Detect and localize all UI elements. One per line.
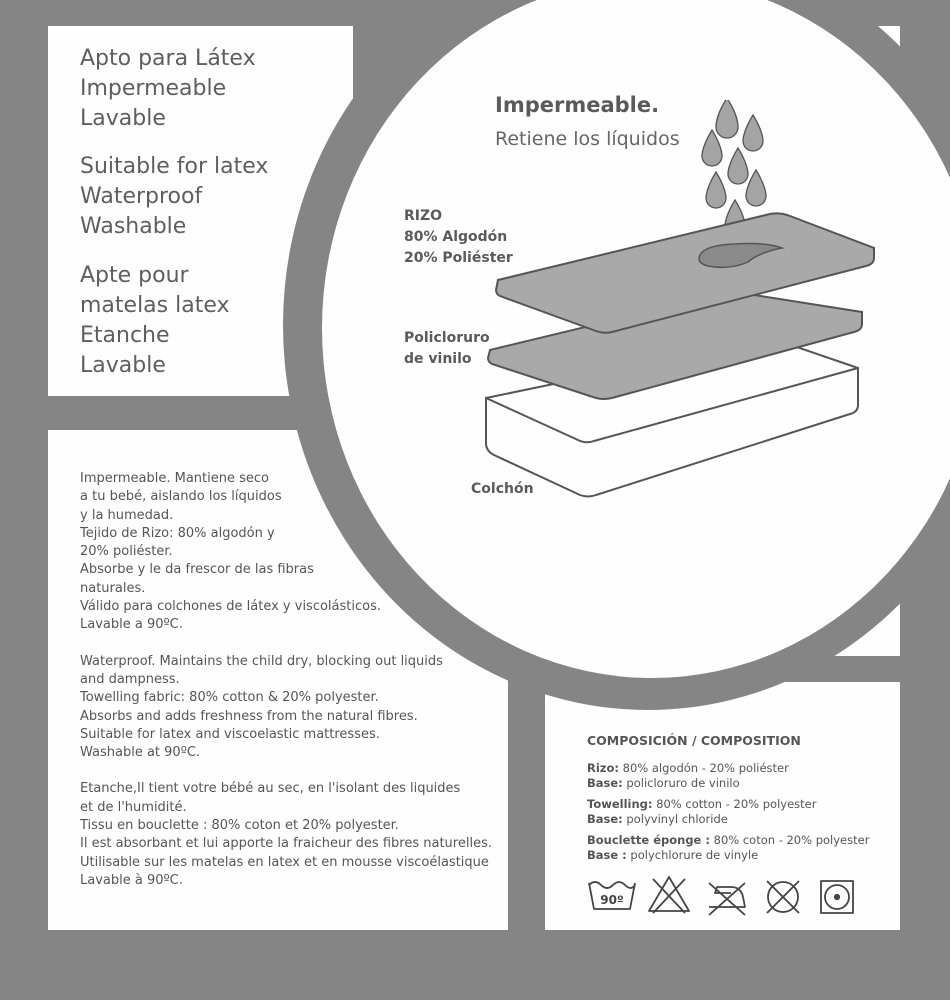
composition-value: policloruro de vinilo — [622, 776, 740, 790]
feature-line: Suitable for latex — [80, 154, 269, 179]
composition-label: Base: — [587, 776, 623, 790]
description-line: Etanche,Il tient votre bébé au sec, en l'isolant des liquides — [80, 781, 461, 797]
description-line: Absorbe y le da frescor de las fibras — [80, 562, 314, 578]
composition-value: polychlorure de vinyle — [626, 848, 759, 862]
wash-90-icon — [589, 882, 635, 909]
description-line: 20% poliéster. — [80, 544, 173, 560]
composition-value: 80% algodón - 20% poliéster — [619, 761, 789, 775]
care-symbols — [585, 873, 865, 921]
description-line: Lavable a 90ºC. — [80, 617, 183, 633]
label-pvc — [404, 328, 490, 370]
description-line: Il est absorbant et lui apporte la fraicheur des fibres naturelles. — [80, 836, 492, 852]
label-rizo — [404, 206, 513, 269]
composition-label: Towelling: — [587, 797, 653, 811]
feature-line: Lavable — [80, 106, 166, 131]
composition-es — [587, 761, 869, 791]
feature-line: Etanche — [80, 323, 170, 348]
features-fr — [80, 261, 230, 381]
description-line: Suitable for latex and viscoelastic mattresses. — [80, 726, 380, 742]
feature-line: Apte pour — [80, 263, 189, 288]
composition-title: COMPOSICIÓN / COMPOSITION — [587, 733, 801, 748]
label-line: 20% Poliéster — [404, 250, 513, 266]
composition-rows — [587, 761, 869, 869]
description-line: Utilisable sur les matelas en latex et en mousse viscoélastique — [80, 854, 489, 870]
tumble-dry-icon — [821, 881, 853, 913]
description-text — [80, 470, 500, 908]
no-iron-icon — [709, 883, 745, 915]
composition-label: Base: — [587, 812, 623, 826]
no-dry-clean-icon — [767, 881, 799, 913]
composition-label: Rizo: — [587, 761, 619, 775]
feature-line: matelas latex — [80, 293, 230, 318]
description-es — [80, 470, 500, 635]
description-line: Válido para colchones de látex y viscolásticos. — [80, 599, 381, 615]
svg-text:90º: 90º — [600, 893, 624, 907]
description-line: a tu bebé, aislando los líquidos — [80, 489, 282, 505]
composition-fr — [587, 833, 869, 863]
description-line: Tissu en bouclette : 80% coton et 20% polyester. — [80, 818, 399, 834]
feature-line: Impermeable — [80, 76, 227, 101]
droplets-icon — [702, 100, 766, 236]
composition-value: 80% cotton - 20% polyester — [652, 797, 817, 811]
description-line: Lavable à 90ºC. — [80, 872, 183, 888]
layer-diagram — [470, 100, 890, 520]
feature-line: Apto para Látex — [80, 46, 256, 71]
composition-en — [587, 797, 869, 827]
label-line: RIZO — [404, 208, 443, 224]
description-line: Tejido de Rizo: 80% algodón y — [80, 525, 275, 541]
description-line: y la humedad. — [80, 507, 174, 523]
description-line: Washable at 90ºC. — [80, 745, 201, 761]
description-line: et de l'humidité. — [80, 799, 187, 815]
description-fr — [80, 780, 500, 890]
feature-line: Lavable — [80, 353, 166, 378]
label-mattress: Colchón — [471, 481, 534, 497]
composition-value: polyvinyl chloride — [622, 812, 728, 826]
feature-line: Waterproof — [80, 184, 203, 209]
feature-line: Washable — [80, 214, 187, 239]
composition-label: Bouclette éponge : — [587, 833, 710, 847]
description-line: Absorbs and adds freshness from the natural fibres. — [80, 708, 418, 724]
diagram-subheading: Retiene los líquidos — [495, 128, 680, 150]
label-line: de vinilo — [404, 351, 472, 367]
description-line: Waterproof. Maintains the child dry, blocking out liquids — [80, 653, 443, 669]
no-bleach-icon — [649, 877, 689, 913]
composition-value: 80% coton - 20% polyester — [709, 833, 870, 847]
features-es — [80, 44, 256, 134]
diagram-heading: Impermeable. — [495, 93, 660, 117]
composition-label: Base : — [587, 848, 627, 862]
description-line: and dampness. — [80, 671, 180, 687]
label-line: Policloruro — [404, 330, 490, 346]
description-line: naturales. — [80, 580, 146, 596]
features-en — [80, 152, 268, 242]
description-line: Towelling fabric: 80% cotton & 20% polyester. — [80, 690, 379, 706]
description-line: Impermeable. Mantiene seco — [80, 471, 269, 486]
description-en — [80, 653, 500, 763]
label-line: 80% Algodón — [404, 229, 508, 245]
